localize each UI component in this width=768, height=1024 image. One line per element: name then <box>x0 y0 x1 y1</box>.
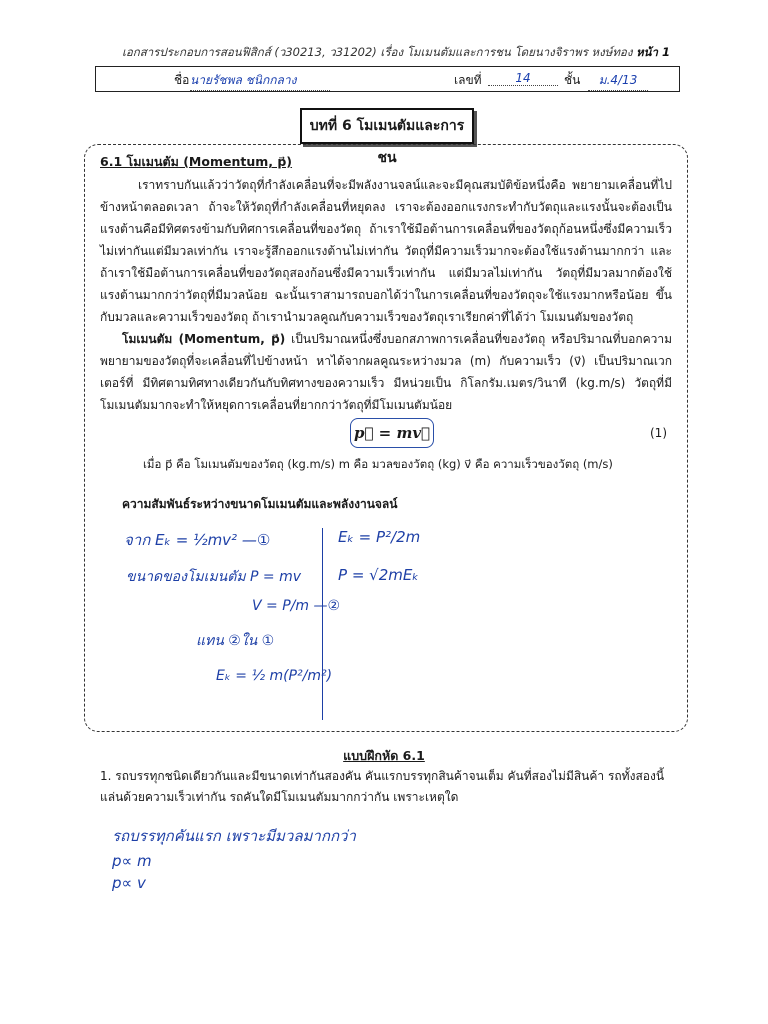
hw-velocity: V = P/m —② <box>252 598 341 614</box>
number-value: 14 <box>488 71 558 86</box>
intro-paragraph: เราทราบกันแล้วว่าวัตถุที่กำลังเคลื่อนที่จะมีพลังงานจลน์และจะมีคุณสมบัติข้อหนึ่งคือ พยายามเคลื่อนที่ไปข้างหน้าตลอดเวลา ถ้าจะให้วัตถุที่กำลังเคลื่อนที่หยุดลง เราจะต้องออกแรงกระทำกับวัตถุและแรงนั้นจะต้องเป็นแรงต้านคือมีทิศตรงข้ามกับทิศการเคลื่อนที่ของวัตถุ ถ้าเราใช้มือต้านการเคลื่อนที่ของวัตถุก้อนหนึ่งซึ่งมีความเร็วไม่เท่ากันแต่มีมวลเท่ากัน เราจะรู้สึกออกแรงต้านไม่เท่ากัน วัตถุที่มีความเร็วมากจะต้องใช้แรงต้านมากกว่า และถ้าเราใช้มือต้านการเคลื่อนที่ของวัตถุสองก้อนซึ่งมีความเร็วเท่ากัน แต่มีมวลไม่เท่ากัน วัตถุที่มีมวลมากต้องใช้แรงต้านมากกว่าวัตถุที่มีมวลน้อย ฉะนั้นเราสามารถบอกได้ว่าในการเคลื่อนที่ของวัตถุจะใช้แรงมากหรือน้อย ขึ้นกับมวลและความเร็วของวัตถุ ถ้าเรานำมวลคูณกับความเร็วของวัตถุเราเรียกค่าที่ได้ว่า โมเมนตัมของวัตถุ <box>100 178 672 324</box>
definition-text: เป็นปริมาณหนึ่งซึ่งบอกสภาพการเคลื่อนที่ของวัตถุ หรือปริมาณที่บอกความพยายามของวัตถุที่จะเคลื่อนที่ไปข้างหน้า หาได้จากผลคูณระหว่างมวล (m) กับความเร็ว (v⃗) เป็นปริมาณเวกเตอร์ที่ มีทิศตามทิศทางเดียวกันกับทิศทางของความเร็ว มีหน่วยเป็น กิโลกรัม.เมตร/วินาที (kg.m/s) วัตถุที่มีโมเมนตัมมากจะทำให้หยุดการเคลื่อนที่ยากกว่าวัตถุที่มีโมเมนตัมน้อย <box>100 332 673 412</box>
student-info-box <box>95 66 680 92</box>
relation-title: ความสัมพันธ์ระหว่างขนาดโมเมนตัมและพลังงานจลน์ <box>122 497 398 511</box>
header-text: เอกสารประกอบการสอนฟิสิกส์ (ว30213, ว31202) เรื่อง โมเมนตัมและการชน โดยนางจิราพร หงษ์ทอง <box>121 45 633 59</box>
definition-paragraph <box>100 328 672 416</box>
page-number: หน้า 1 <box>636 45 670 59</box>
document-header <box>120 44 670 62</box>
formula-legend: เมื่อ p⃗ คือ โมเมนตัมของวัตถุ (kg.m/s) m คือ มวลของวัตถุ (kg) v⃗ คือ ความเร็วของวัตถุ (m/s) <box>143 457 613 471</box>
chapter-title: บทที่ 6 โมเมนตัมและการชน <box>300 108 474 144</box>
hw-momentum-magnitude: ขนาดของโมเมนตัม P = mv <box>126 569 302 585</box>
answer-line-3: p∝ v <box>112 874 146 892</box>
hw-substitute: แทน ②ใน ① <box>196 633 275 649</box>
section-title: 6.1 โมเมนตัม (Momentum, p⃗) <box>100 154 293 169</box>
number-label: เลขที่ <box>454 73 482 87</box>
hw-momentum-from-energy: P = √2mEₖ <box>338 566 419 584</box>
definition-term: โมเมนตัม (Momentum, p⃗) <box>122 332 286 346</box>
name-label: ชื่อ <box>174 73 190 87</box>
answer-line-1: รถบรรทุกคันแรก เพราะมีมวลมากกว่า <box>112 827 356 845</box>
hw-kinetic-energy: จาก Eₖ = ½mv² —① <box>124 531 271 549</box>
class-value: ม.4/13 <box>588 71 648 91</box>
hw-energy-momentum: Eₖ = P²/2m <box>338 528 421 546</box>
momentum-formula: p⃗ = mv⃗ <box>350 418 434 448</box>
equation-number: (1) <box>650 426 667 440</box>
handwritten-divider <box>322 528 323 720</box>
exercise-question-1: 1. รถบรรทุกชนิดเดียวกันและมีขนาดเท่ากันสองคัน คันแรกบรรทุกสินค้าจนเต็ม คันที่สองไม่มีสินค้า รถทั้งสองนี้แล่นด้วยความเร็วเท่ากัน รถคันใดมีโมเมนตัมมากกว่ากัน เพราะเหตุใด <box>100 769 665 804</box>
name-value: นายรัชพล ชนิกกลาง <box>190 71 330 91</box>
exercise-title: แบบฝึกหัด 6.1 <box>343 748 425 763</box>
answer-line-2: p∝ m <box>112 852 152 870</box>
hw-substitution-result: Eₖ = ½ m(P²/m²) <box>216 668 333 684</box>
class-label: ชั้น <box>564 73 581 87</box>
